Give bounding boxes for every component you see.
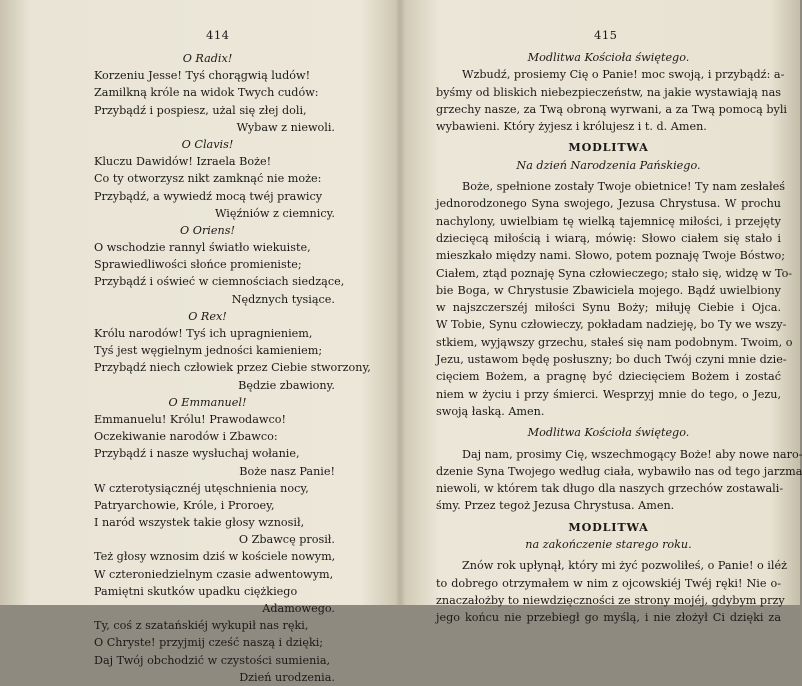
text-line: byśmy od bliskich niebezpieczeństw, na jakie wystawiają nas xyxy=(436,85,781,99)
text-line: Przybądź i pospiesz, użal się złej doli, xyxy=(94,103,307,117)
text-line: stkiem, wyjąwszy grzechu, stałeś się nam podobnym. Twoim, o xyxy=(436,335,793,349)
text-line: Sprawiedliwości słońce promieniste; xyxy=(94,258,302,272)
section-subtitle: O Oriens! xyxy=(180,223,235,237)
text-line: niewoli, w którem tak długo dla naszych grzechów zostawali- xyxy=(436,482,784,496)
section-subtitle: Modlitwa Kościoła świętego. xyxy=(527,426,690,440)
section-subtitle: O Clavis! xyxy=(181,137,234,151)
section-heading: MODLITWA xyxy=(568,519,649,534)
text-line: I naród wszystek takie głosy wznosił, xyxy=(94,516,305,530)
text-line: Zamilkną króle na widok Twych cudów: xyxy=(94,86,319,100)
text-line: Ciałem, ztąd poznaję Syna człowieczego; stało się, widzę w To- xyxy=(436,266,793,280)
text-line: O Zbawcę prosił. xyxy=(238,533,335,547)
text-line: jego końcu nie przebiegł go myślą, i nie złożył Ci dzięki za xyxy=(436,611,781,625)
text-line: Królu narodów! Tyś ich upragnieniem, xyxy=(94,327,313,340)
section-subtitle: O Rex! xyxy=(188,309,227,323)
text-line: Więźniów z ciemnicy. xyxy=(214,206,335,220)
text-line: wybawieni. Który żyjesz i królujesz i t. d. Amen. xyxy=(436,120,707,134)
text-line: Tyś jest węgielnym jedności kamieniem; xyxy=(94,344,323,358)
text-line: śmy. Przez tegoż Jezusa Chrystusa. Amen. xyxy=(436,499,675,513)
text-line: Wzbudź, prosiemy Cię o Panie! moc swoją, i przybądź: a- xyxy=(462,68,785,82)
text-line: Daj nam, prosimy Cię, wszechmogący Boże! aby nowe naro- xyxy=(462,447,802,461)
text-line: Wybaw z niewoli. xyxy=(236,120,335,134)
page-number: 414 xyxy=(206,28,230,42)
page-number: 415 xyxy=(594,28,618,42)
text-line: Nędznych tysiące. xyxy=(231,292,335,306)
text-line: swoją łaską. Amen. xyxy=(436,404,545,418)
text-line: Emmanuelu! Królu! Prawodawco! xyxy=(94,412,286,426)
text-line: Oczekiwanie narodów i Zbawco: xyxy=(94,430,278,444)
text-line: O Chryste! przyjmij cześć naszą i dzięki; xyxy=(94,636,324,650)
text-line: w najszczerszéj miłości Synu Boży; miłuję Ciebie i Ojca. xyxy=(436,301,781,315)
text-line: Korzeniu Jesse! Tyś chorągwią ludów! xyxy=(94,69,311,83)
text-line: cięciem Bożem, a pragnę być dziecięciem Bożem i zostać xyxy=(436,370,781,384)
poem-text xyxy=(80,50,371,686)
text-line: Będzie zbawiony. xyxy=(238,378,335,392)
text-line: Przybądź i nasze wysłuchaj wołanie, xyxy=(94,447,300,461)
text-line: Boże nasz Panie! xyxy=(239,464,335,478)
text-line: Boże, spełnione zostały Twoje obietnice! Ty nam zesłałeś xyxy=(462,180,785,194)
text-line: niem w życiu i przy śmierci. Wesprzyj mnie do tego, o Jezu, xyxy=(436,387,781,401)
section-heading: MODLITWA xyxy=(568,140,649,155)
text-line: Jezu, ustawom będę posłuszny; bo duch Twój czyni mnie dzie- xyxy=(436,353,787,367)
text-line: Pamiętni skutków upadku ciężkiego xyxy=(94,584,298,598)
text-line: W Tobie, Synu człowieczy, pokładam nadzieję, bo Ty we wszy- xyxy=(436,318,787,332)
prayer-text xyxy=(436,49,802,627)
section-subtitle: Na dzień Narodzenia Pańskiego. xyxy=(516,158,701,172)
text-line: Znów rok upłynął, który mi żyć pozwoliłeś, o Panie! o iléż xyxy=(462,559,787,573)
section-subtitle: Modlitwa Kościoła świętego. xyxy=(527,51,690,64)
text-line: Też głosy wznosim dziś w kościele nowym, xyxy=(94,550,336,564)
section-subtitle: O Radix! xyxy=(182,52,233,65)
left-page xyxy=(0,0,400,684)
text-line: to dobrego otrzymałem w nim z ojcowskiéj Twéj ręki! Nie o- xyxy=(436,576,781,590)
text-line: Adamowego. xyxy=(262,602,335,615)
text-line: Przybądź niech człowiek przez Ciebie stworzony, xyxy=(94,361,371,375)
right-page xyxy=(400,0,802,625)
text-line: dziecięcą miłością i wiarą, mówię: Słowo ciałem się stało i xyxy=(436,231,781,245)
text-line: Dzień urodzenia. xyxy=(239,670,335,684)
text-line: Ty, coś z szatańskiéj wykupił nas ręki, xyxy=(94,619,309,633)
text-line: mieszkało między nami. Słowo, potem poznaję Twoje Bóstwo; xyxy=(436,249,785,263)
text-line: O wschodzie rannyl światło wiekuiste, xyxy=(94,241,311,255)
text-line: nachylony, uwielbiam tę wielką tajemnicę miłości, i przejęty xyxy=(436,214,781,228)
text-line: Przybądź, a wywiedź mocą twéj prawicy xyxy=(94,189,323,203)
text-line: Daj Twój obchodzić w czystości sumienia, xyxy=(94,653,331,667)
text-line: grzechy nasze, za Twą obroną wyrwani, a za Twą pomocą byli xyxy=(436,102,787,116)
text-line: W czteroniedzielnym czasie adwentowym, xyxy=(94,567,334,581)
text-line: Patryarchowie, Króle, i Proroey, xyxy=(94,498,275,512)
text-line: bie Boga, w Chrystusie Zbawiciela mojego. Bądź uwielbiony xyxy=(436,283,781,297)
text-line: znaczałożby to niewdzięczności ze strony mojéj, gdybym przy xyxy=(436,593,785,607)
text-line: jednorodzonego Syna swojego, Jezusa Chrystusa. W prochu xyxy=(436,197,781,211)
section-subtitle: O Emmanuel! xyxy=(168,395,247,409)
text-line: Kluczu Dawidów! Izraela Boże! xyxy=(94,155,272,169)
text-line: dzenie Syna Twojego według ciała, wybawiło nas od tego jarzma xyxy=(436,464,802,478)
text-line: Co ty otworzysz nikt zamknąć nie może: xyxy=(94,172,322,186)
text-line: W czterotysiącznéj utęschnienia nocy, xyxy=(94,481,309,495)
text-line: Przybądź i oświeć w ciemnościach siedzące, xyxy=(94,275,345,289)
section-subtitle: na zakończenie starego roku. xyxy=(525,538,692,552)
